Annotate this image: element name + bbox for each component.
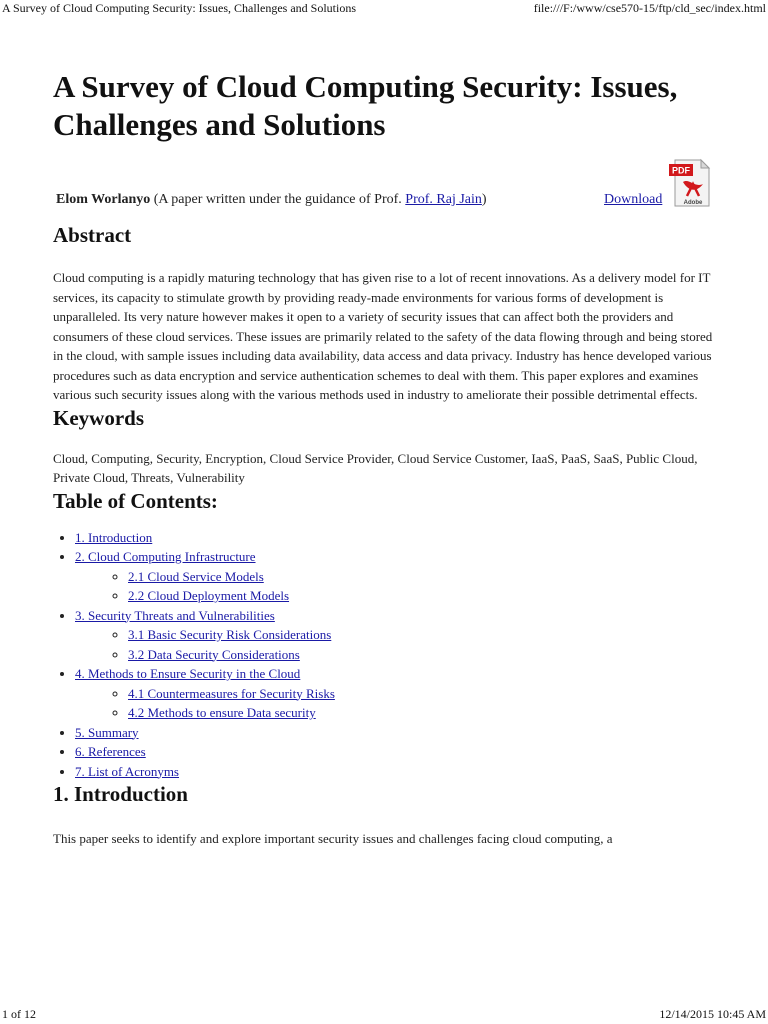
- print-footer: [0, 1008, 768, 1024]
- introduction-heading: 1. Introduction: [53, 782, 188, 806]
- adobe-icon-label: Adobe: [683, 200, 703, 206]
- toc-link-summary[interactable]: 5. Summary: [75, 724, 139, 740]
- toc-item: [75, 664, 713, 723]
- guidance-prefix: (A paper written under the guidance of Prof.: [150, 192, 406, 207]
- toc-link-introduction[interactable]: 1. Introduction: [75, 529, 153, 545]
- toc-link-acronyms[interactable]: 7. List of Acronyms: [75, 763, 179, 779]
- toc-item: [75, 762, 713, 782]
- author-line: [56, 192, 487, 208]
- toc-link-infrastructure[interactable]: 2. Cloud Computing Infrastructure: [75, 549, 256, 564]
- page-counter: 1 of 12: [2, 1007, 36, 1021]
- keywords-heading: Keywords: [53, 405, 144, 430]
- print-header: [0, 0, 768, 16]
- keywords-text: Cloud, Computing, Security, Encryption, Cloud Service Provider, Cloud Service Customer, IaaS, PaaS, SaaS, Public Cloud, Private Cloud, Threats, Vulnerability: [53, 450, 698, 485]
- introduction-text: This paper seeks to identify and explore important security issues and challenges facing cloud computing, a: [53, 831, 613, 846]
- print-header-title: A Survey of Cloud Computing Security: Issues, Challenges and Solutions: [2, 1, 356, 15]
- toc-subitem: [128, 567, 713, 587]
- toc-item: [75, 606, 713, 665]
- print-header-url: file:///F:/www/cse570-15/ftp/cld_sec/index.html: [533, 1, 766, 15]
- toc-heading: Table of Contents:: [53, 488, 218, 513]
- toc-item: [75, 547, 713, 606]
- toc-subitem: [128, 645, 713, 665]
- abstract-heading: Abstract: [53, 223, 132, 247]
- toc-link-service-models[interactable]: 2.1 Cloud Service Models: [128, 568, 264, 584]
- toc-item: [75, 742, 713, 762]
- toc-link-countermeasures[interactable]: 4.1 Countermeasures for Security Risks: [128, 685, 335, 701]
- article-page: [53, 68, 713, 849]
- toc-link-threats[interactable]: 3. Security Threats and Vulnerabilities: [75, 607, 275, 623]
- table-of-contents: [53, 528, 713, 782]
- pdf-download-icon[interactable]: [667, 158, 713, 208]
- toc-subitem: [128, 684, 713, 704]
- page-title: A Survey of Cloud Computing Security: Issues, Challenges and Solutions: [53, 69, 678, 142]
- toc-link-references[interactable]: 6. References: [75, 744, 146, 759]
- toc-sublist: [75, 625, 713, 664]
- toc-subitem: [128, 586, 713, 606]
- toc-link-data-security[interactable]: 3.2 Data Security Considerations: [128, 646, 300, 662]
- toc-link-deployment-models[interactable]: 2.2 Cloud Deployment Models: [128, 588, 290, 603]
- pdf-icon-label: PDF: [672, 165, 690, 176]
- toc-sublist: [75, 684, 713, 723]
- toc-item: [75, 723, 713, 743]
- toc-link-data-methods[interactable]: 4.2 Methods to ensure Data security: [128, 705, 316, 720]
- author-row: [53, 165, 713, 222]
- author-name: Elom Worlanyo: [56, 192, 151, 207]
- print-timestamp: 12/14/2015 10:45 AM: [659, 1007, 766, 1021]
- toc-link-basic-risk[interactable]: 3.1 Basic Security Risk Considerations: [128, 627, 332, 642]
- toc-item: [75, 528, 713, 548]
- toc-subitem: [128, 703, 713, 723]
- toc-subitem: [128, 625, 713, 645]
- toc-sublist: [75, 567, 713, 606]
- abstract-text: Cloud computing is a rapidly maturing technology that has given rise to a lot of recent innovations. As a delivery model for IT services, its capacity to stimulate growth by providing ready-made environments for various forms of development is unparalleled. Its very nature however makes it open to a variety of security issues that can affect both the providers and consumers of these cloud services. These issues are primarily related to the safety of the data flowing through and being stored in the cloud, with sample issues including data availability, data access and data privacy. Industry has hence developed various procedures such as data encryption and service authentication schemes to deal with them. This paper explores and examines various such security issues along with the various methods used in industry to ameliorate their possible detrimental effects.: [53, 270, 713, 402]
- download-link[interactable]: Download: [604, 192, 663, 207]
- advisor-link[interactable]: Prof. Raj Jain: [405, 192, 482, 207]
- toc-link-methods[interactable]: 4. Methods to Ensure Security in the Cloud: [75, 666, 301, 681]
- guidance-suffix: ): [481, 192, 487, 207]
